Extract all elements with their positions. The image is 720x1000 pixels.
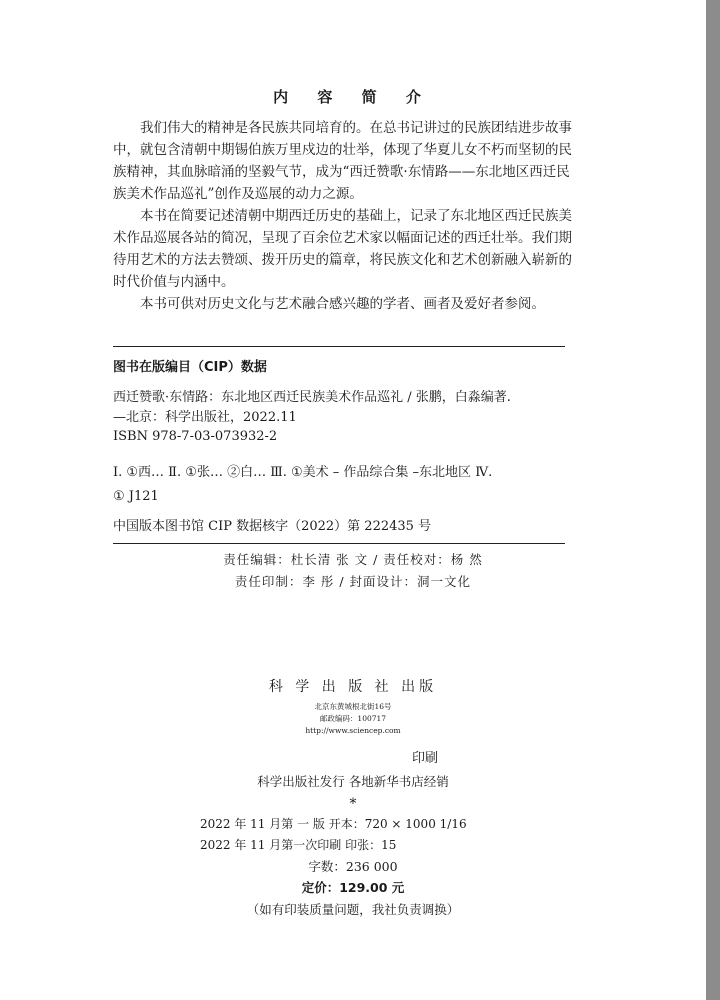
divider bbox=[113, 346, 565, 347]
publisher-details bbox=[0, 701, 706, 737]
distribution-line: 科学出版社发行 各地新华书店经销 bbox=[257, 774, 449, 789]
printer-line: 印刷 bbox=[412, 751, 439, 766]
cip-record-line: —北京：科学出版社，2022.11 bbox=[113, 409, 297, 425]
cip-record-line: 西迁赞歌·东情路：东北地区西迁民族美术作品巡礼 / 张鹏，白淼编著. bbox=[113, 390, 511, 405]
publisher-name: 科 学 出 版 社 出版 bbox=[268, 679, 438, 695]
publisher-postcode: 邮政编码：100717 bbox=[319, 714, 387, 723]
summary-paragraph: 本书可供对历史文化与艺术融合感兴趣的学者、画者及爱好者参阅。 bbox=[140, 296, 545, 312]
price: 定价：129.00 元 bbox=[301, 880, 405, 895]
publisher-address: 北京东黄城根北街16号 bbox=[314, 702, 392, 711]
cip-number bbox=[113, 517, 573, 537]
page-edge-bar bbox=[706, 0, 720, 1000]
quality-notice: （如有印装质量问题，我社负责调换） bbox=[246, 902, 460, 917]
cip-subjects bbox=[113, 463, 573, 506]
impression-line: 2022 年 11 月第一次印刷 印张：15 bbox=[200, 838, 397, 852]
credits-line: 责任编辑：杜长清 张 文 / 责任校对：杨 然 bbox=[223, 552, 483, 567]
cip-subject-line: Ⅰ. ①西… Ⅱ. ①张… ②白… Ⅲ. ①美术 – 作品综合集 –东北地区 Ⅳ. bbox=[113, 465, 493, 480]
section-title: 内 容 简 介 bbox=[273, 88, 433, 106]
isbn: ISBN 978-7-03-073932-2 bbox=[113, 429, 278, 444]
separator-star: * bbox=[349, 796, 357, 812]
credits-line: 责任印制：李 彤 / 封面设计：洞一文化 bbox=[234, 574, 472, 589]
editorial-credits bbox=[0, 549, 706, 593]
cip-subject-line: ① J121 bbox=[113, 488, 159, 504]
cip-heading: 图书在版编目（CIP）数据 bbox=[113, 360, 267, 375]
word-count: 字数：236 000 bbox=[308, 859, 398, 874]
edition-line: 2022 年 11 月第 一 版 开本：720 × 1000 1/16 bbox=[200, 817, 467, 831]
content-summary bbox=[113, 117, 577, 315]
divider bbox=[113, 543, 565, 544]
cip-number-text: 中国版本图书馆 CIP 数据核字（2022）第 222435 号 bbox=[113, 519, 432, 534]
summary-paragraph: 本书在简要记述清朝中期西迁历史的基础上，记录了东北地区西迁民族美术作品巡展各站的简况，呈现了百余位艺术家以幅面记述的西迁壮举。我们期待用艺术的方法去赞颂、拨开历史的篇章，将民族文化和艺术创新融入崭新的时代价值与内涵中。 bbox=[113, 208, 572, 290]
publisher-url: http://www.sciencep.com bbox=[305, 726, 401, 735]
cip-record bbox=[113, 388, 573, 447]
summary-paragraph: 我们伟大的精神是各民族共同培育的。在总书记讲过的民族团结进步故事中，就包含清朝中期锡伯族万里戍边的壮举，体现了华夏儿女不朽而坚韧的民族精神，其血脉暗涌的坚毅气节，成为“西迁赞歌·东情路——东北地区西迁民族美术作品巡礼”创作及巡展的动力之源。 bbox=[113, 120, 572, 202]
